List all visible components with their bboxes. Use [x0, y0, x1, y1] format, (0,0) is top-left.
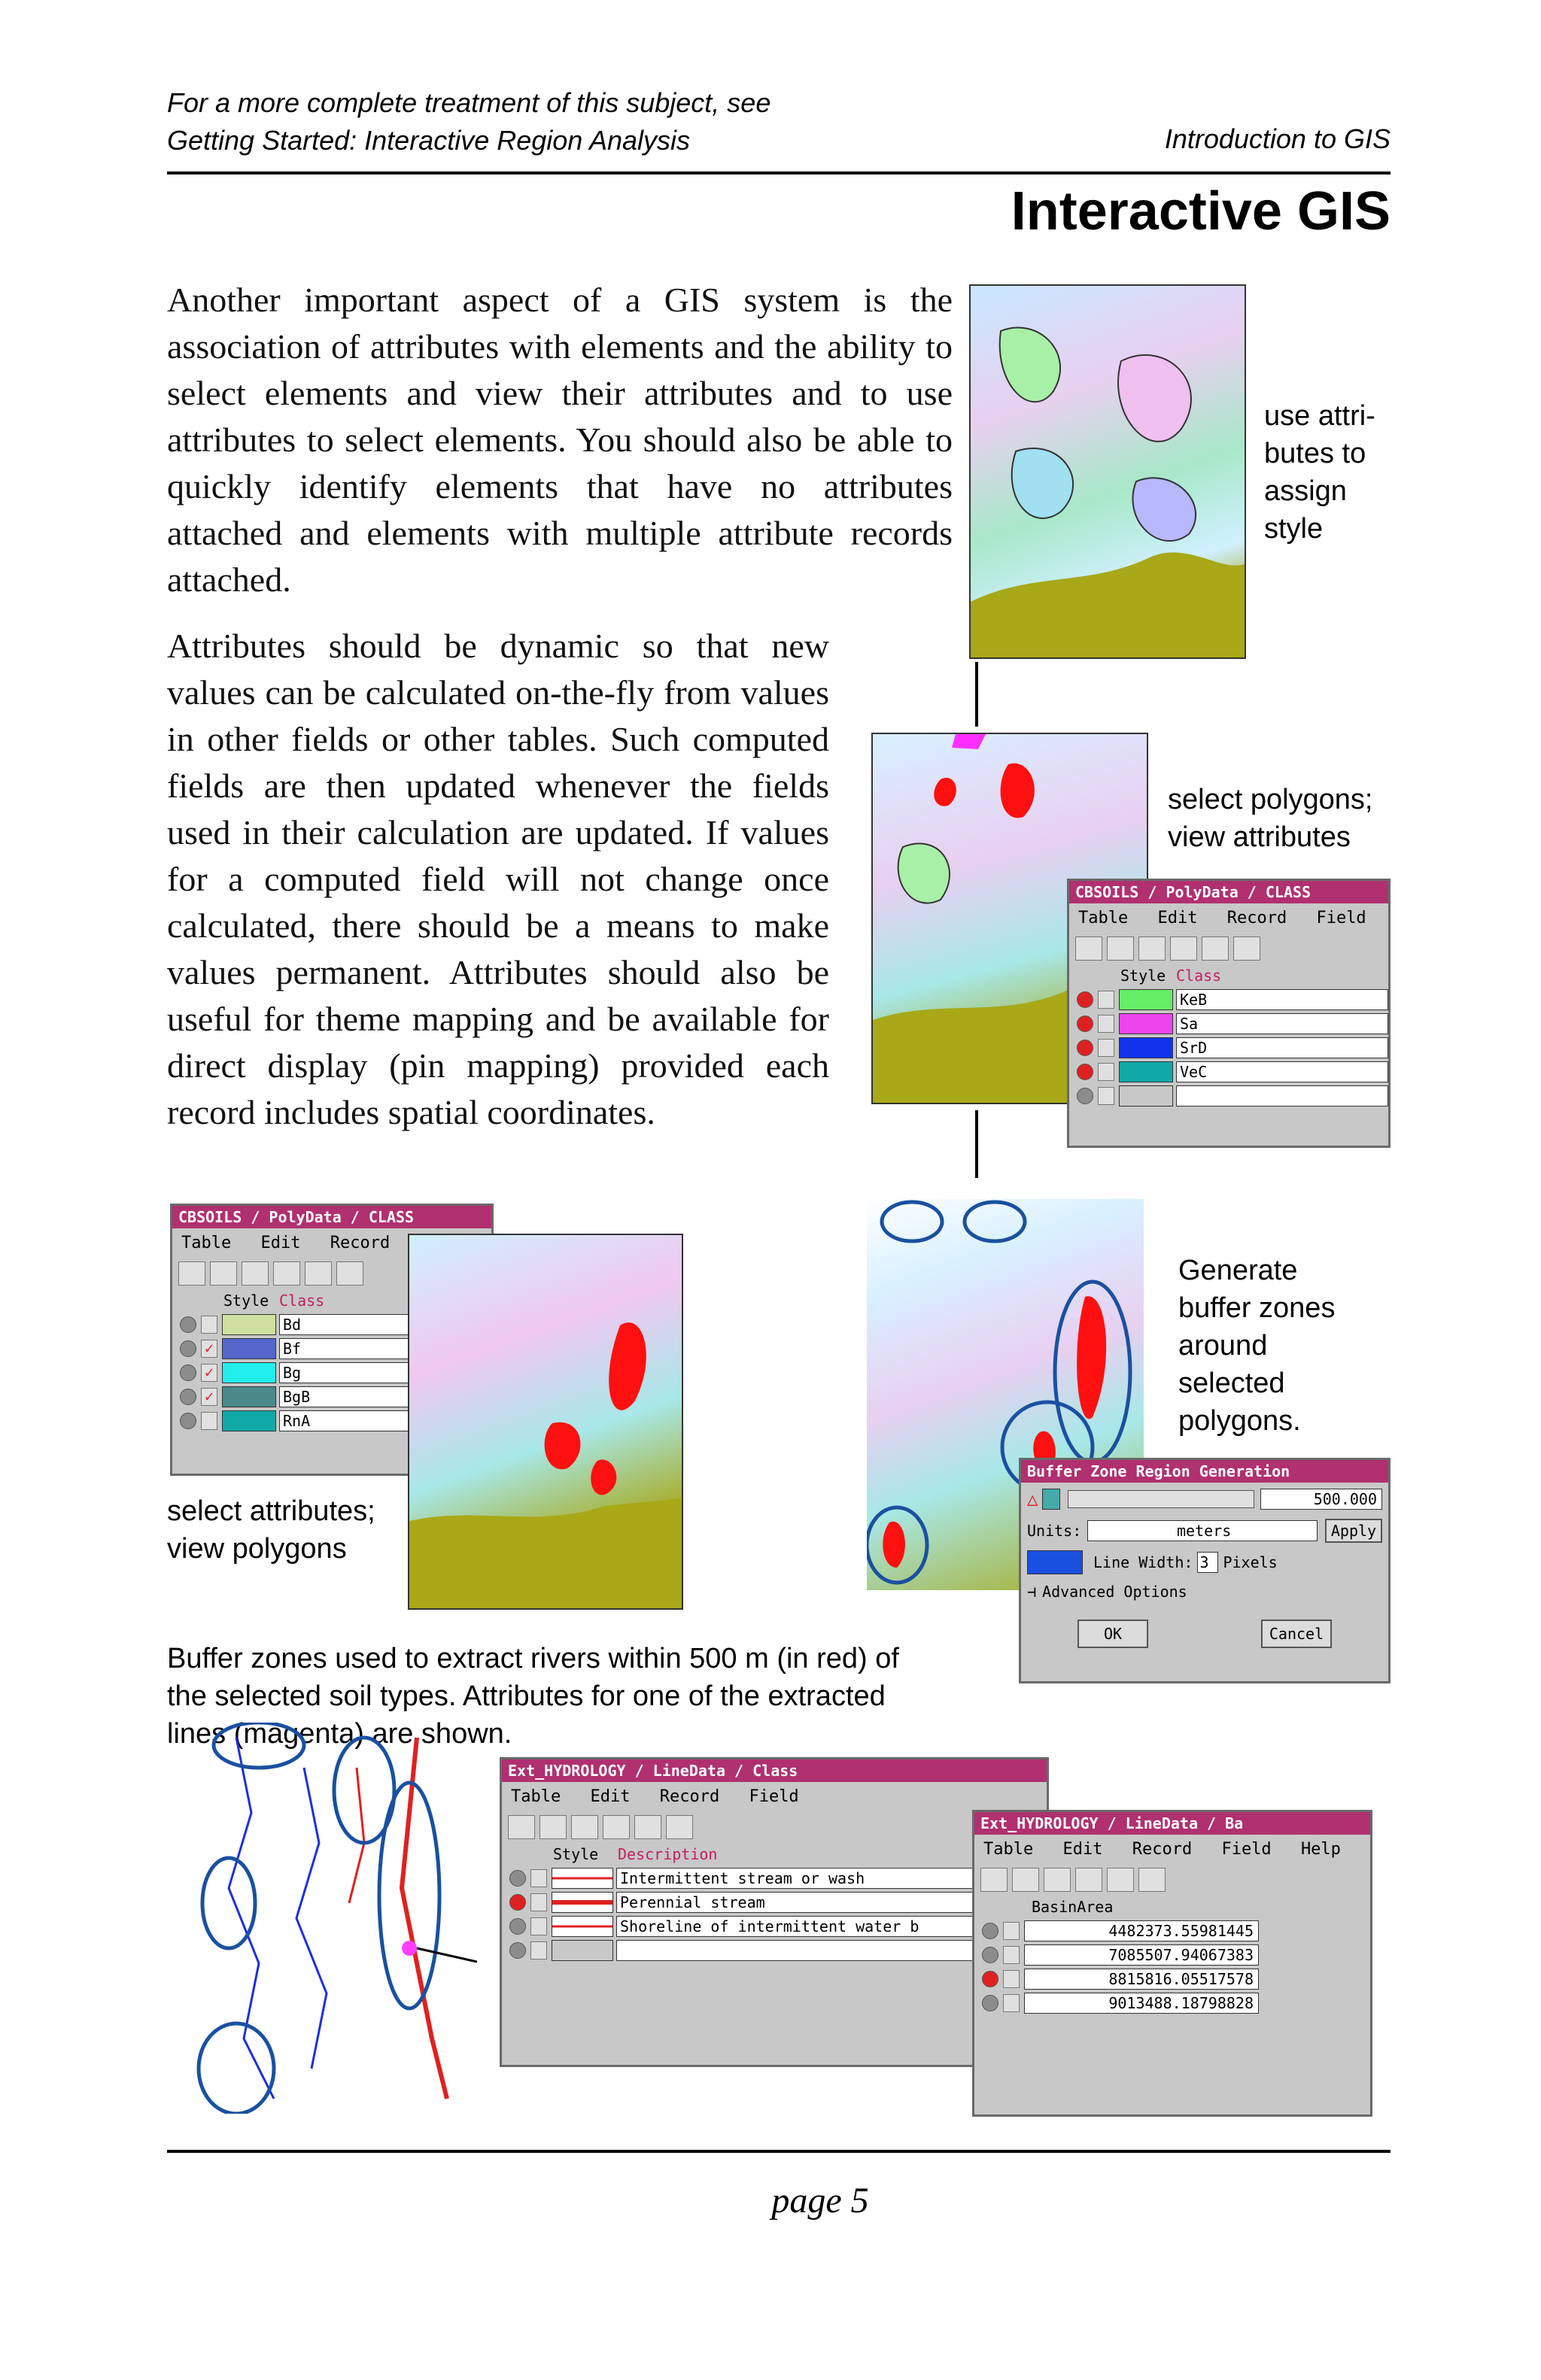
apply-button[interactable]: Apply: [1325, 1519, 1382, 1543]
units-row: [1021, 1516, 1388, 1546]
column-description[interactable]: Description: [618, 1845, 718, 1863]
distance-input[interactable]: 500.000: [1260, 1489, 1382, 1510]
select-dot[interactable]: [180, 1389, 196, 1405]
style-swatch: [1119, 1013, 1173, 1034]
line-style-swatch: [552, 1940, 613, 1961]
column-style[interactable]: Style: [223, 1292, 269, 1310]
table-row[interactable]: [1069, 1060, 1388, 1084]
toolbar-button[interactable]: [571, 1815, 598, 1839]
table-row[interactable]: [1069, 1036, 1388, 1060]
window-title: Buffer Zone Region Generation: [1021, 1460, 1388, 1483]
select-dot[interactable]: [1077, 1040, 1093, 1056]
toolbar-button[interactable]: [1044, 1868, 1071, 1892]
caption-style: use attri- butes to assign style: [1264, 400, 1375, 545]
column-style[interactable]: Style: [553, 1845, 599, 1863]
column-headers: [1069, 964, 1388, 988]
row-checkbox[interactable]: [1003, 1970, 1020, 1988]
row-checkbox[interactable]: [201, 1412, 217, 1430]
table-row[interactable]: [502, 1890, 1047, 1914]
toolbar: [1069, 933, 1388, 964]
page-title: Interactive GIS: [1011, 181, 1391, 241]
toolbar-button[interactable]: [540, 1815, 567, 1839]
hydrology-class-window: [500, 1757, 1049, 2067]
units-select[interactable]: meters: [1087, 1520, 1318, 1541]
connector-line-2: [975, 1110, 978, 1178]
select-dot[interactable]: [509, 1942, 526, 1959]
toolbar-button[interactable]: [178, 1261, 205, 1286]
soil-map-attribute-selected-graphic: [409, 1235, 682, 1608]
menu-record[interactable]: Record: [330, 1234, 391, 1252]
menu-record[interactable]: Record: [1132, 1840, 1193, 1859]
toolbar-button[interactable]: [1202, 937, 1229, 961]
select-dot[interactable]: [180, 1365, 196, 1381]
column-class[interactable]: Class: [279, 1292, 325, 1310]
row-checkbox[interactable]: [201, 1316, 217, 1334]
select-dot[interactable]: [1077, 1064, 1093, 1080]
caption-rivers: Buffer zones used to extract rivers within 500 m (in red) of the selected soil types. Attributes for one of the extracted lines (magenta) are shown.: [167, 1643, 899, 1750]
connector-line-1: [975, 662, 978, 727]
column-headers: [974, 1895, 1370, 1919]
advanced-options-label[interactable]: Advanced Options: [1042, 1583, 1187, 1601]
row-checkbox[interactable]: [530, 1869, 547, 1887]
row-checkbox[interactable]: [530, 1941, 547, 1960]
toolbar-button[interactable]: [305, 1261, 332, 1286]
toolbar-button[interactable]: [1107, 937, 1134, 961]
style-swatch: [1119, 1085, 1173, 1107]
buffer-zone-window: [1019, 1458, 1391, 1683]
toolbar-button[interactable]: [273, 1261, 300, 1286]
hydrology-basin-window: [972, 1810, 1372, 2117]
style-swatch: [1119, 989, 1173, 1010]
attribute-window-class: [1067, 879, 1391, 1148]
basin-area-cell[interactable]: 9013488.18798828: [1024, 1993, 1259, 2014]
class-cell[interactable]: Bd: [279, 1314, 491, 1335]
select-dot[interactable]: [509, 1894, 526, 1911]
table-row[interactable]: [1069, 988, 1388, 1012]
class-cell[interactable]: VeC: [1176, 1061, 1388, 1082]
toolbar-button[interactable]: [634, 1815, 661, 1839]
menu-bar: [1069, 903, 1388, 933]
toolbar: [974, 1865, 1370, 1895]
reference-note-line1: For a more complete treatment of this subject, see: [167, 87, 771, 118]
menu-field[interactable]: Field: [1221, 1840, 1272, 1859]
page-number: page 5: [771, 2181, 869, 2221]
line-width-input[interactable]: 3: [1197, 1552, 1218, 1573]
line-style-swatch: [552, 1868, 613, 1889]
select-dot[interactable]: [1077, 1015, 1093, 1032]
table-row[interactable]: [502, 1914, 1047, 1938]
toolbar-button[interactable]: [666, 1815, 693, 1839]
toolbar-button[interactable]: [1075, 937, 1102, 961]
toolbar-button[interactable]: [1075, 1868, 1102, 1892]
toolbar-button[interactable]: [1012, 1868, 1039, 1892]
select-dot[interactable]: [180, 1340, 196, 1357]
column-basin-area[interactable]: BasinArea: [1032, 1898, 1114, 1916]
advanced-row[interactable]: [1021, 1579, 1388, 1604]
menu-table[interactable]: Table: [181, 1234, 232, 1252]
line-color-swatch[interactable]: [1027, 1550, 1083, 1574]
basin-area-cell[interactable]: 7085507.94067383: [1024, 1944, 1259, 1966]
column-headers: [502, 1842, 1047, 1866]
window-title: CBSOILS / PolyData / CLASS: [172, 1206, 491, 1228]
row-checkbox[interactable]: [1098, 991, 1114, 1009]
reference-note-line2: Getting Started: Interactive Region Analysis: [167, 125, 691, 156]
select-dot[interactable]: [1077, 1088, 1093, 1104]
column-class[interactable]: Class: [1176, 967, 1222, 985]
table-row[interactable]: [974, 1967, 1370, 1991]
select-dot[interactable]: [982, 1995, 998, 2011]
style-swatch: [222, 1362, 276, 1383]
window-title: CBSOILS / PolyData / CLASS: [1069, 881, 1388, 903]
advanced-toggle-icon[interactable]: ⊣: [1027, 1583, 1037, 1601]
caption-buffer: Generate buffer zones around selected polygons.: [1178, 1255, 1336, 1437]
distance-slider[interactable]: [1068, 1490, 1254, 1508]
style-swatch: [222, 1314, 276, 1335]
caption-select-polygons: select polygons; view attributes: [1168, 784, 1373, 853]
ok-button[interactable]: OK: [1077, 1620, 1148, 1648]
column-style[interactable]: Style: [1120, 967, 1166, 985]
river-map: [191, 1723, 477, 2114]
select-dot[interactable]: [180, 1316, 196, 1333]
soil-map-attribute-selected: [408, 1234, 683, 1610]
table-row[interactable]: [1069, 1084, 1388, 1108]
soil-map-styled: [969, 284, 1246, 659]
select-dot[interactable]: [509, 1870, 526, 1887]
style-swatch: [222, 1338, 276, 1359]
paragraph-2-a: [167, 623, 829, 1136]
description-cell[interactable]: Perennial stream: [616, 1892, 1047, 1913]
toolbar-button[interactable]: [603, 1815, 630, 1839]
toolbar-button[interactable]: [1233, 937, 1260, 961]
class-cell[interactable]: Bg: [279, 1362, 491, 1383]
select-dot[interactable]: [509, 1918, 526, 1935]
table-row[interactable]: [974, 1991, 1370, 2015]
basin-area-cell[interactable]: 4482373.55981445: [1024, 1920, 1259, 1941]
menu-bar: [974, 1835, 1370, 1865]
row-checkmark[interactable]: ✓: [201, 1388, 217, 1406]
menu-edit[interactable]: Edit: [1062, 1840, 1103, 1859]
row-checkmark[interactable]: ✓: [201, 1340, 217, 1358]
row-checkbox[interactable]: [530, 1893, 547, 1911]
toolbar-button[interactable]: [1138, 1868, 1166, 1892]
distance-row: [1021, 1483, 1388, 1516]
toolbar: [502, 1812, 1047, 1842]
lock-icon[interactable]: [1042, 1489, 1060, 1510]
line-width-label: Line Width:: [1093, 1553, 1193, 1571]
menu-table[interactable]: Table: [983, 1840, 1034, 1859]
row-checkbox[interactable]: [1003, 1994, 1020, 2012]
header-rule: [167, 172, 1391, 175]
section-label: Introduction to GIS: [1164, 123, 1391, 154]
table-row[interactable]: [974, 1919, 1370, 1943]
menu-bar: [502, 1782, 1047, 1812]
toolbar-button[interactable]: [508, 1815, 535, 1839]
select-dot[interactable]: [982, 1923, 998, 1939]
select-dot[interactable]: [982, 1971, 998, 1987]
toolbar-button[interactable]: [210, 1261, 237, 1286]
style-swatch: [222, 1410, 276, 1431]
toolbar-button[interactable]: [980, 1868, 1008, 1892]
line-style-swatch: [552, 1892, 613, 1913]
window-title: Ext_HYDROLOGY / LineData / Class: [502, 1759, 1047, 1782]
table-row[interactable]: [502, 1866, 1047, 1890]
style-swatch: [1119, 1037, 1173, 1058]
style-swatch: [222, 1386, 276, 1407]
description-cell[interactable]: Shoreline of intermittent water b: [616, 1916, 1047, 1937]
class-cell[interactable]: BgB: [279, 1386, 491, 1407]
soil-map-styled-graphic: [971, 286, 1245, 657]
menu-record[interactable]: Record: [659, 1787, 720, 1806]
select-dot[interactable]: [982, 1947, 998, 1963]
row-checkbox[interactable]: [1098, 1087, 1114, 1105]
class-cell[interactable]: Bf: [279, 1338, 491, 1359]
row-checkbox[interactable]: [1003, 1946, 1020, 1964]
menu-help[interactable]: Help: [1300, 1840, 1341, 1859]
menu-table[interactable]: Table: [1078, 909, 1129, 927]
menu-field[interactable]: Field: [1316, 909, 1366, 927]
row-checkbox[interactable]: [1098, 1063, 1114, 1081]
class-cell[interactable]: Sa: [1176, 1013, 1388, 1034]
window-title: Ext_HYDROLOGY / LineData / Ba: [974, 1812, 1370, 1835]
row-checkbox[interactable]: [1098, 1039, 1114, 1057]
menu-record[interactable]: Record: [1226, 909, 1287, 927]
footer-rule: [167, 2150, 1391, 2153]
dialog-buttons: [1021, 1604, 1388, 1648]
cancel-button[interactable]: Cancel: [1261, 1620, 1332, 1648]
toolbar-button[interactable]: [1107, 1868, 1134, 1892]
menu-field[interactable]: Field: [749, 1787, 799, 1806]
units-label: Units:: [1027, 1522, 1082, 1540]
description-cell[interactable]: Intermittent stream or wash: [616, 1868, 1047, 1889]
toolbar-button[interactable]: [1138, 937, 1166, 961]
table-row[interactable]: [1069, 1012, 1388, 1036]
basin-area-cell[interactable]: 8815816.05517578: [1024, 1969, 1259, 1990]
class-cell[interactable]: SrD: [1176, 1037, 1388, 1058]
toolbar-button[interactable]: [336, 1261, 363, 1286]
toolbar-button[interactable]: [1170, 937, 1197, 961]
menu-edit[interactable]: Edit: [260, 1234, 301, 1252]
pixels-label: Pixels: [1223, 1553, 1278, 1571]
row-checkbox[interactable]: [530, 1917, 547, 1935]
paragraph-1: Another important aspect of a GIS system is the association of attributes with elements and the ability to select elements and view their attributes and to use attributes to select elements. You should also be able to quickly identify elements that have no attributes attached and elements with multiple attribute records attached.: [167, 281, 953, 599]
menu-edit[interactable]: Edit: [1157, 909, 1198, 927]
style-swatch: [1119, 1061, 1173, 1082]
paragraph-2-text: Attributes should be dynamic so that new values can be calculated on-the-fly from values in other fields or other tables. Such computed fields are then updated whenever the fields used in their calculation are updated. If values for a computed field will not change once calculated, there should be a means to make values permanent. Attributes should also be useful for theme mapping and be available for direct display (pin mapping) provided each record includes spatial coordinates.: [167, 627, 829, 1131]
line-width-row: [1021, 1546, 1388, 1579]
caption-select-attributes: select attributes; view polygons: [167, 1495, 375, 1565]
row-checkmark[interactable]: ✓: [201, 1364, 217, 1382]
river-map-graphic: [191, 1723, 477, 2114]
select-dot[interactable]: [1077, 991, 1093, 1008]
line-style-swatch: [552, 1916, 613, 1937]
table-row[interactable]: [974, 1943, 1370, 1967]
menu-edit[interactable]: Edit: [590, 1787, 631, 1806]
table-row[interactable]: [502, 1938, 1047, 1963]
class-cell[interactable]: [1176, 1085, 1388, 1107]
row-checkbox[interactable]: [1098, 1015, 1114, 1033]
menu-table[interactable]: Table: [511, 1787, 561, 1806]
row-checkbox[interactable]: [1003, 1922, 1020, 1940]
class-cell[interactable]: RnA: [279, 1410, 491, 1431]
toolbar-button[interactable]: [242, 1261, 269, 1286]
select-dot[interactable]: [180, 1413, 196, 1429]
buffer-icon[interactable]: △: [1027, 1489, 1038, 1510]
class-cell[interactable]: KeB: [1176, 989, 1388, 1010]
